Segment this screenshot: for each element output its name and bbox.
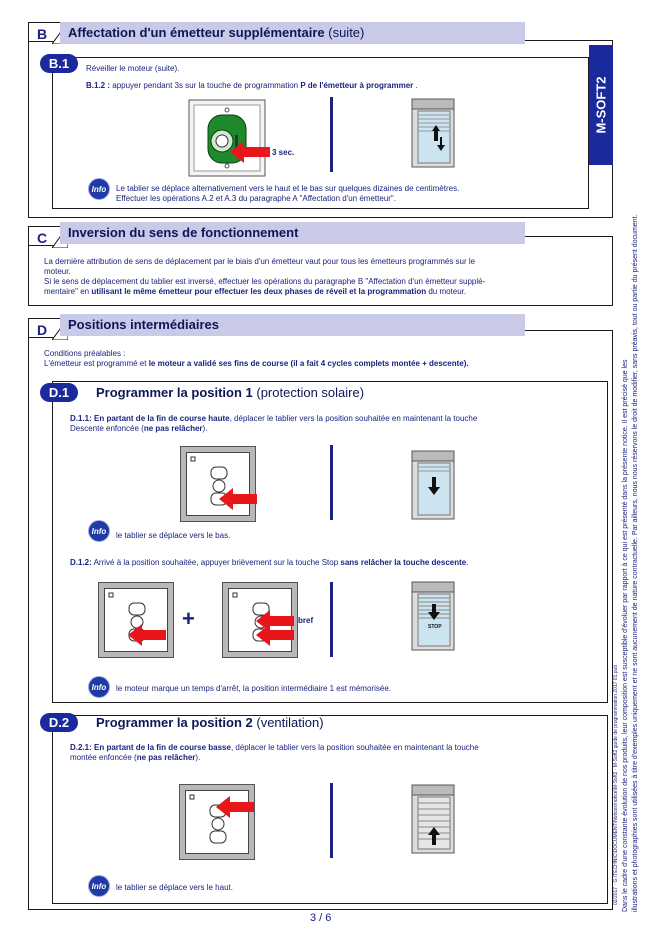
down-press-arrow: [219, 488, 259, 510]
step-d1-pill: D.1: [40, 383, 78, 402]
stop-label: STOP: [428, 624, 442, 630]
b1-info-line1: Le tablier se déplace alternativement vers le haut et le bas sur quelques dizaines de centimètres.: [116, 184, 460, 193]
down-hold-arrow: [128, 624, 168, 646]
shutter-stop-illustration: [410, 580, 458, 652]
b1-info-line2: Effectuer les opérations A.2 et A.3 du paragraphe A "Affectation d'un émetteur".: [116, 194, 396, 203]
section-c-letter: C: [28, 226, 68, 246]
side-disclaimer-2: illustrations et photographies sont utilisées à titre d'exemples uniquement et ne sont aucunement de nature contractuelle. Par ailleurs, nous nous réservons le droit de modifier, sans préavis, tout ou partie du présent document.: [632, 214, 639, 912]
step-b1-pill: B.1: [40, 54, 78, 73]
c-line1: La dernière attribution de sens de déplacement par le biais d'un émetteur vaut pour tous les émetteurs programmés sur le: [44, 257, 476, 266]
d21-info: le tablier se déplace vers le haut.: [116, 883, 233, 892]
info-icon: Info: [88, 520, 110, 542]
divider-d12: [330, 582, 333, 657]
d12-instruction: D.1.2: Arrivé à la position souhaitée, appuyer brièvement sur la touche Stop sans relâcher la touche descente.: [70, 558, 469, 567]
down-hold-arrow-2: [256, 624, 296, 646]
d21-instruction-line2: montée enfoncée (ne pas relâcher).: [70, 753, 201, 762]
brand-band: M-SOFT2: [589, 45, 613, 165]
brief-label: bref: [298, 616, 314, 625]
side-disclaimer-1: Dans le cadre d'une constante évolution de nos produits, leur composition est susceptible d'évoluer par rapport à ce qui est présenté dans la présente notice. Il est précisé que les: [622, 359, 629, 912]
press-arrow: [230, 141, 272, 163]
d1-title: Programmer la position 1 (protection solaire): [96, 385, 365, 400]
step-d2-pill: D.2: [40, 713, 78, 732]
press-duration-label: 3 sec.: [272, 148, 295, 157]
shutter-down-illustration: [410, 449, 458, 521]
d12-info: le moteur marque un temps d'arrêt, la position intermédiaire 1 est mémorisée.: [116, 684, 391, 693]
shutter-up-illustration: [410, 783, 458, 855]
divider-b1: [330, 97, 333, 172]
d11-instruction-line2: Descente enfoncée (ne pas relâcher).: [70, 424, 208, 433]
info-icon: Info: [88, 875, 110, 897]
d2-title: Programmer la position 2 (ventilation): [96, 715, 324, 730]
plus-sign: +: [182, 606, 195, 631]
up-press-arrow: [216, 796, 256, 818]
c-line3: Si le sens de déplacement du tablier est inversé, effectuer les opérations du paragraphe B "Affectation d'un émetteur supplé-: [44, 277, 486, 286]
shutter-oscillating-illustration: [410, 97, 458, 169]
b12-instruction: B.1.2 : appuyer pendant 3s sur la touche de programmation P de l'émetteur à programmer .: [86, 81, 418, 90]
divider-d21: [330, 783, 333, 858]
page-number: 3 / 6: [310, 912, 332, 924]
section-b-letter: B: [28, 22, 68, 42]
section-b-title: Affectation d'un émetteur supplémentaire (suite): [60, 22, 525, 44]
divider-d11: [330, 445, 333, 520]
d11-instruction-line1: D.1.1: En partant de la fin de course haute, déplacer le tablier vers la position souhaitée en maintenant la touche: [70, 414, 478, 423]
section-d-title: Positions intermédiaires: [60, 314, 525, 336]
b1-intro: Réveiller le moteur (suite).: [86, 64, 180, 73]
section-d-letter: D: [28, 318, 68, 338]
side-reference: 02/2017 · G:\TECHNIC\DOCUMENT\Notices\notice\M-Soft2 · M-Soft2 guide de programmation 2017 01.pub: [613, 664, 619, 905]
remote-back-illustration: [188, 99, 266, 177]
info-icon: Info: [88, 178, 110, 200]
c-line4: mentaire" en utilisant le même émetteur pour effectuer les deux phases de réveil et la programmation du moteur.: [44, 287, 467, 296]
c-line2: moteur.: [44, 267, 71, 276]
d21-instruction-line1: D.2.1: En partant de la fin de course basse, déplacer le tablier vers la position souhaitée en maintenant la touche: [70, 743, 479, 752]
d11-info: le tablier se déplace vers le bas.: [116, 531, 231, 540]
section-c-title: Inversion du sens de fonctionnement: [60, 222, 525, 244]
info-icon: Info: [88, 676, 110, 698]
d-conditions-text: L'émetteur est programmé et le moteur a validé ses fins de course (il a fait 4 cycles complets montée + descente).: [44, 359, 469, 368]
d-conditions-label: Conditions préalables :: [44, 349, 126, 358]
